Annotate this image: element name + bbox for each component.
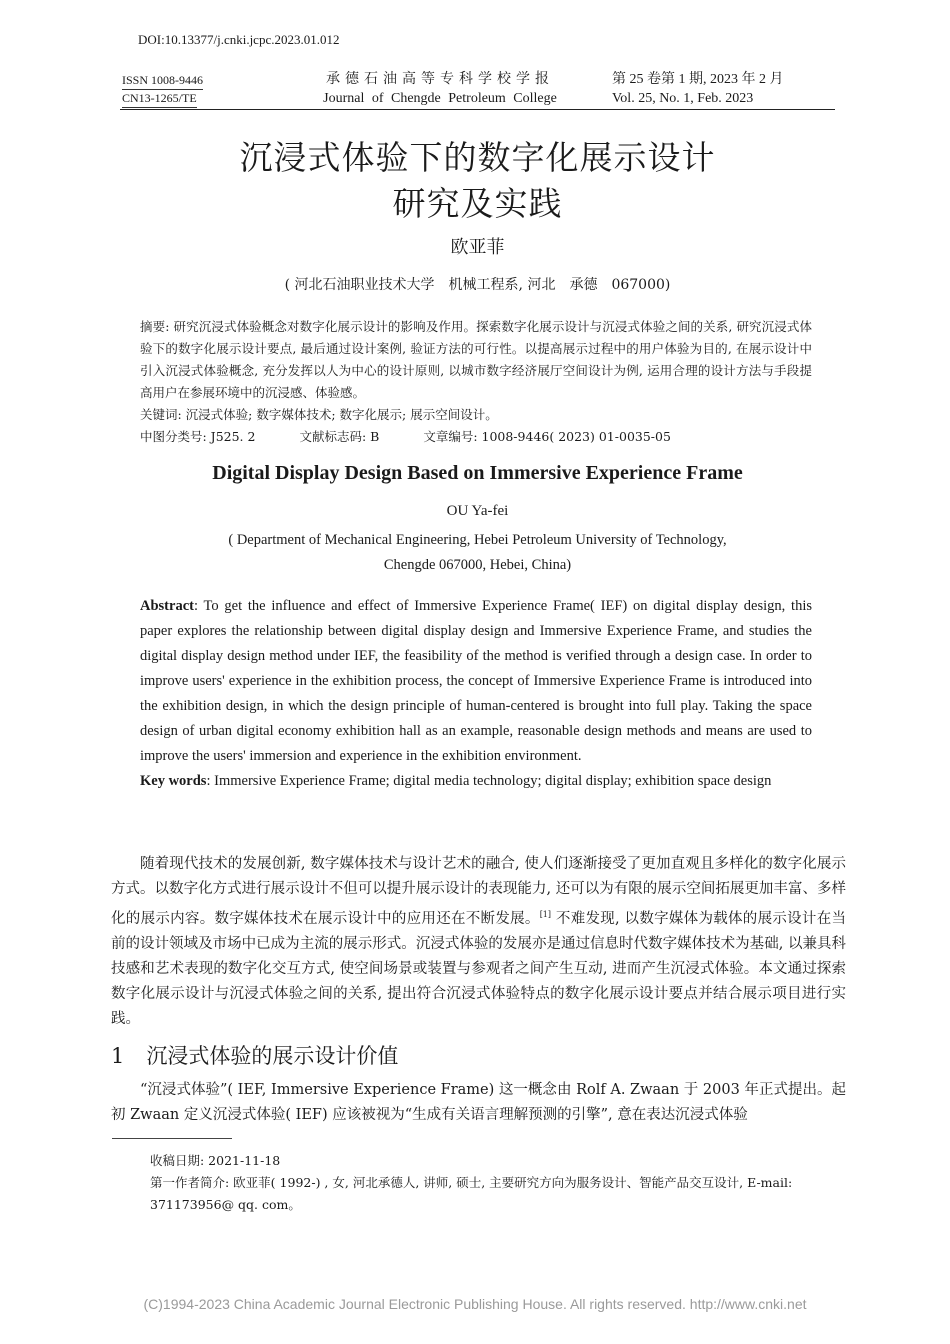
journal-name-cn: 承德石油高等专科学校学报: [326, 71, 554, 87]
journal-name-en: Journal of Chengde Petroleum College: [323, 91, 557, 106]
copyright-watermark: (C)1994-2023 China Academic Journal Electronic Publishing House. All rights reserved. http://www.cnki.net: [143, 1296, 807, 1312]
title-line-2: 研究及实践: [392, 184, 563, 223]
section-title: 沉浸式体验的展示设计价值: [146, 1044, 399, 1068]
english-title: Digital Display Design Based on Immersive Experience Frame: [212, 462, 743, 484]
abstract-en-paragraph: [140, 594, 812, 769]
citation-ref: [1]: [539, 910, 552, 919]
english-author: OU Ya-fei: [446, 503, 509, 519]
keywords-en-text: : Immersive Experience Frame; digital media technology; digital display; exhibition space design: [206, 773, 772, 789]
issn: ISSN 1008-9446: [122, 72, 203, 90]
intro-text-a: 随着现代技术的发展创新, 数字媒体技术与设计艺术的融合, 使人们逐渐接受了更加直观且多样化的数字化展示方式。以数字化方式进行展示设计不但可以提升展示设计的表现能力, 还可以为有限的展示空间拓展更加丰富、多样化的展示内容。数字媒体技术在展示设计中的应用还在不断发展。: [111, 856, 846, 927]
intro-text-b: 不难发现, 以数字媒体为载体的展示设计在当前的设计领域及市场中已成为主流的展示形式。沉浸式体验的发展亦是通过信息时代数字媒体技术为基础, 以兼具科技感和艺术表现的数字化交互方式, 使空间场景或装置与参观者之间产生互动, 进而产生沉浸式体验。本文通过探索数字化展示设计与沉浸式体验之间的关系, 提出符合沉浸式体验特点的数字化展示设计要点并结合展示项目进行实践。: [111, 910, 847, 1027]
author-bio: 第一作者简介: 欧亚菲( 1992-) , 女, 河北承德人, 讲师, 硕士, 主要研究方向为服务设计、智能产品交互设计, E-mail: 371173956@ qq. com。: [150, 1175, 793, 1212]
abstract-cn: [140, 316, 812, 448]
intro-body: [111, 852, 846, 1032]
header-divider: [120, 109, 835, 110]
document-code: 文献标志码: B: [299, 429, 380, 444]
abstract-en-text: : To get the influence and effect of Immersive Experience Frame( IEF) on digital display design, this paper explores the relationship between digital display design and Immersive Experience Frame, and studies the digital display design method under IEF, the feasibility of the method is verified through a design case. In order to improve users' experience in the exhibition process, the concept of Immersive Experience Frame is introduced into the exhibition design, in which the design principle of human-centered is brought into full play. Taking the space design of urban digital economy exhibition hall as an example, reasonable design methods and means are used to improve the users' immersion and experience in the exhibition environment.: [140, 598, 812, 764]
abstract-en: [140, 594, 812, 794]
section-number: 1: [111, 1044, 125, 1068]
issue-cn: 第 25 卷第 1 期, 2023 年 2 月: [612, 72, 784, 87]
keywords-en-paragraph: [140, 769, 812, 794]
section-heading-1: [111, 1040, 398, 1070]
paper-title: [120, 135, 835, 227]
journal-name-block: [290, 70, 590, 108]
abstract-cn-text: 摘要: 研究沉浸式体验概念对数字化展示设计的影响及作用。探索数字化展示设计与沉浸式体验之间的关系, 研究沉浸式体验下的数字化展示设计要点, 最后通过设计案例, 验证方法的可行性。以提高展示过程中的用户体验为目的, 在展示设计中引入沉浸式体验概念, 充分发挥以人为中心的设计原则, 以城市数字经济展厅空间设计为例, 运用合理的设计方法与手段提高用户在参展环境中的沉浸感、体验感。: [140, 319, 812, 400]
author-affiliation: ( 河北石油职业技术大学 机械工程系, 河北 承德 067000): [284, 277, 671, 293]
english-affiliation-line-2: Chengde 067000, Hebei, China): [383, 557, 572, 573]
footnotes: [150, 1150, 845, 1216]
intro-paragraph: [111, 852, 846, 1032]
section1-body: [111, 1078, 846, 1128]
classification-line: [140, 426, 812, 448]
footnote-divider: [112, 1138, 232, 1139]
english-affiliation-line-1: ( Department of Mechanical Engineering, Hebei Petroleum University of Technology,: [228, 532, 727, 548]
journal-issn-block: [122, 72, 203, 108]
author-name: 欧亚菲: [450, 237, 505, 258]
issue-en: Vol. 25, No. 1, Feb. 2023: [612, 91, 754, 106]
title-line-1: 沉浸式体验下的数字化展示设计: [239, 138, 716, 177]
english-affiliation: [120, 528, 835, 578]
received-date: 收稿日期: 2021-11-18: [150, 1153, 281, 1168]
keywords-cn: 关键词: 沉浸式体验; 数字媒体技术; 数字化展示; 展示空间设计。: [140, 407, 498, 422]
abstract-en-label: Abstract: [140, 598, 194, 614]
keywords-en-label: Key words: [140, 773, 207, 789]
issue-block: [612, 70, 832, 108]
doi-line: DOI:10.13377/j.cnki.jcpc.2023.01.012: [138, 32, 340, 47]
cn-number: CN13-1265/TE: [122, 90, 197, 108]
clc-number: 中图分类号: J525. 2: [140, 429, 256, 444]
article-number: 文章编号: 1008-9446( 2023) 01-0035-05: [423, 429, 671, 444]
section1-paragraph: “沉浸式体验”( IEF, Immersive Experience Frame) 这一概念由 Rolf A. Zwaan 于 2003 年正式提出。起初 Zwaan 定义沉浸式体验( IEF) 应该被视为“生成有关语言理解预测的引擎”, 意在表达沉浸式体验: [111, 1082, 846, 1123]
